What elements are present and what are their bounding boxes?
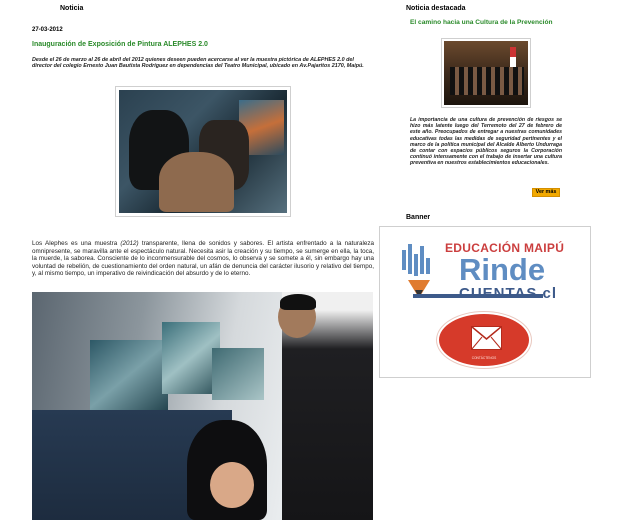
featured-photo[interactable] — [441, 38, 531, 108]
featured-text: La importancia de una cultura de prevención de riesgos se hizo más latente luego del Terremoto del 27 de febrero de este año. Preocupados de entregar a nuestras comunidades educativas todas las medidas de seguridad pertinentes y el marco de la política municipal del Alcalde Alberto Undurraga de contar con espacios públicos seguros la Corporación continuó intensamente con el trabajo de insertar una cultura preventiva en nuestros establecimientos educacionales. — [410, 117, 562, 167]
article-date: 27-03-2012 — [32, 27, 63, 33]
ver-mas-button[interactable]: Ver más — [532, 188, 560, 197]
pencil-bars-icon — [400, 240, 440, 300]
exhibition-photo-visitors — [119, 90, 287, 213]
article-photo-2 — [32, 292, 373, 520]
banner-top-text: EDUCACIÓN MAIPÚ — [445, 241, 565, 255]
article-title[interactable]: Inauguración de Exposición de Pintura ALEPHES 2.0 — [32, 41, 208, 48]
banner-sub-text[interactable]: CUENTAS.cl — [459, 285, 558, 302]
article-body-pre: Los Alephes es una muestra — [32, 240, 121, 247]
noticia-destacada-label: Noticia destacada — [406, 5, 466, 12]
banner-main-text[interactable]: Rinde — [459, 252, 546, 287]
contact-mail-button[interactable] — [437, 312, 531, 368]
article-body-post: transparente, llena de sonidos y sabores. El artista enfrentado a la naturaleza omnipresente, se maravilla ante el espectáculo natural. Necesita asir la creación y su tiempo, se sumerge en ella, la toca, la muerde, la saborea. Consciente de lo inconmensurable del cosmos, lo observa y se somete a él, sin embargo hay una voluntad de rebelión, de cuestionamiento del orden natural, un afán de denuncia del carácter ilusorio y relativo del tiempo, y, al mismo tiempo, un imperativo de reivindicación del absurdo y de lo eterno. — [32, 240, 374, 278]
article-body-year: (2012) — [120, 240, 139, 247]
article-body — [32, 240, 374, 278]
mail-caption: CONTÁCTENOS — [471, 356, 497, 360]
featured-title[interactable]: El camino hacia una Cultura de la Prevención — [410, 19, 553, 26]
article-lead: Desde el 26 de marzo al 26 de abril del 2012 quienes deseen pueden acercarse al ver la muestra pictórica de ALEPHES 2.0 del director del colegio Ernesto Juan Bautista Rodríguez en dependencias del Teatro Municipal, ubicado en Av.Pajaritos 2170, Maipú. — [32, 57, 364, 70]
noticia-label: Noticia — [60, 5, 84, 12]
article-photo-1 — [115, 86, 291, 217]
banner-label: Banner — [406, 214, 431, 221]
envelope-icon — [471, 326, 502, 350]
